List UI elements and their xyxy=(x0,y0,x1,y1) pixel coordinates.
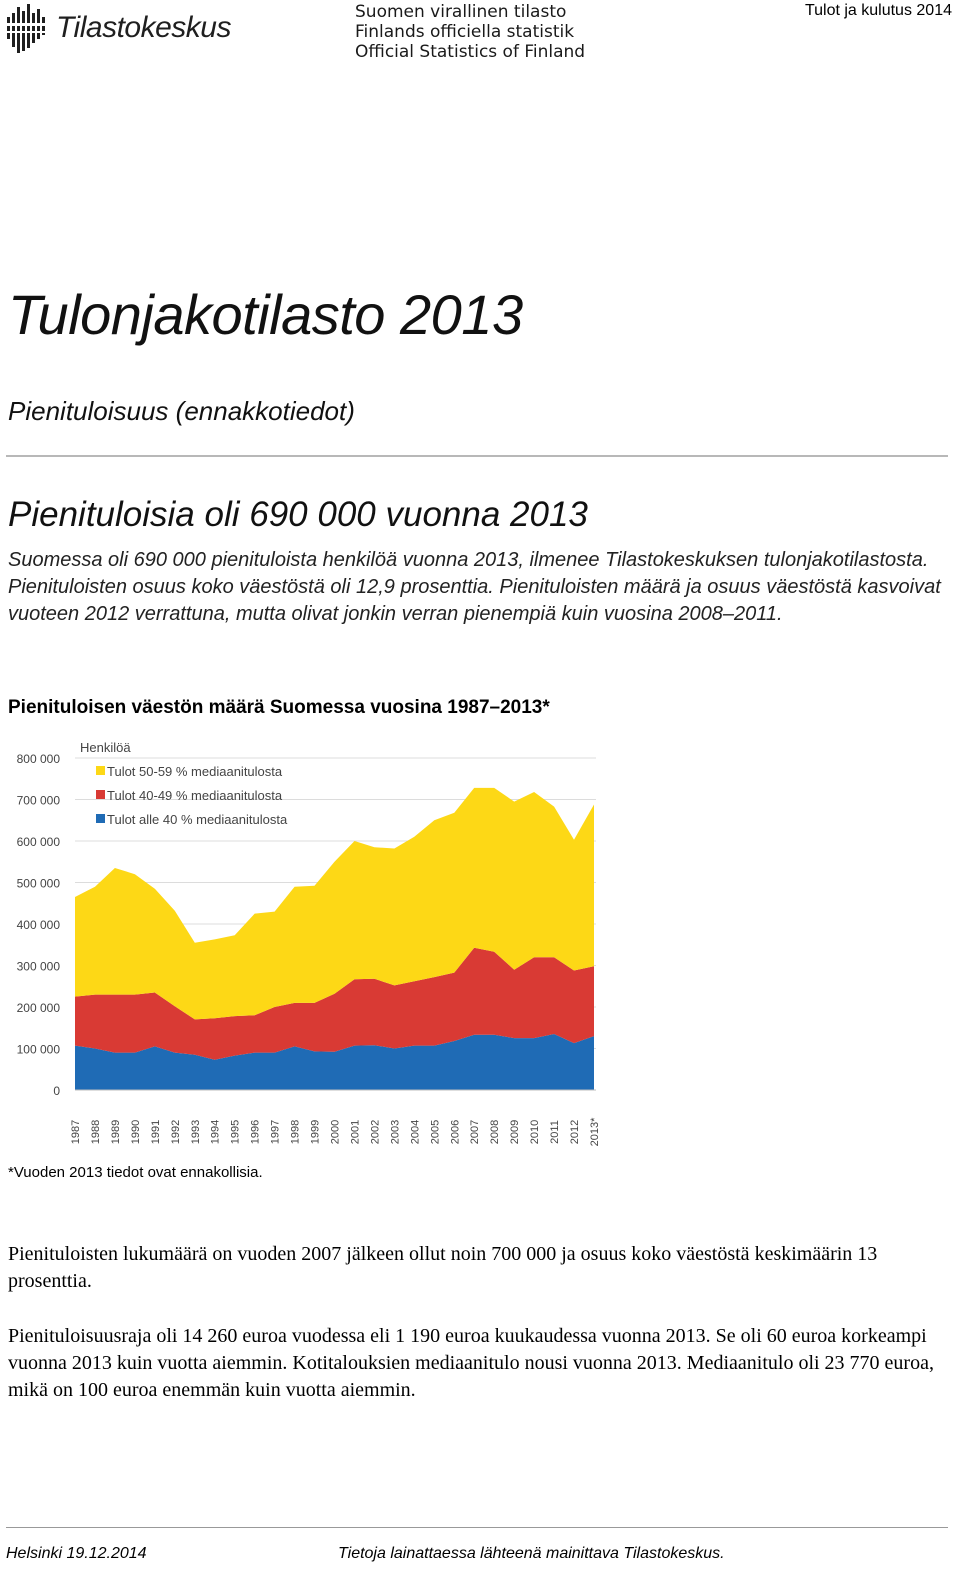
y-tick-label: 0 xyxy=(53,1084,60,1098)
x-tick-label: 1994 xyxy=(209,1119,222,1145)
body-paragraph-1: Pienituloisten lukumäärä on vuoden 2007 jälkeen ollut noin 700 000 ja osuus koko väestöstä keskimäärin 13 prosenttia. xyxy=(8,1243,878,1292)
x-tick-label: 2002 xyxy=(369,1119,382,1145)
chart-svg xyxy=(0,730,620,1150)
headline: Pienituloisia oli 690 000 vuonna 2013 xyxy=(8,495,588,534)
y-tick-label: 700 000 xyxy=(16,793,60,808)
footer-place-date: Helsinki 19.12.2014 xyxy=(6,1545,147,1562)
chart-footnote: *Vuoden 2013 tiedot ovat ennakollisia. xyxy=(8,1164,263,1181)
y-tick-label: 600 000 xyxy=(16,835,60,849)
page-title: Tulonjakotilasto 2013 xyxy=(8,283,523,346)
x-tick-label: 2006 xyxy=(449,1119,462,1145)
x-tick-label: 2012 xyxy=(569,1119,582,1145)
stacked-area-chart xyxy=(0,730,620,1150)
official-line-sv: Finlands officiella statistik xyxy=(355,22,575,42)
x-tick-label: 1993 xyxy=(189,1119,202,1145)
y-tick-label: 200 000 xyxy=(16,1001,60,1015)
tilastokeskus-logo xyxy=(6,3,246,55)
x-tick-label: 2011 xyxy=(549,1120,562,1144)
body-paragraph-2: Pienituloisuusraja oli 14 260 euroa vuodessa eli 1 190 euroa kuukaudessa vuonna 2013. Se oli 60 euroa korkeampi vuonna 2013 kuin vuotta aiemmin. Kotitalouksien mediaanitulo nousi vuonna 2013. Mediaanitulo oli 23 770 euroa, mikä on 100 euroa enemmän kuin vuotta aiemmin. xyxy=(8,1325,934,1401)
x-tick-label: 1996 xyxy=(249,1119,262,1145)
x-tick-label: 1987 xyxy=(70,1119,82,1145)
legend-label: Tulot 50-59 % mediaanitulosta xyxy=(107,764,283,779)
footer-citation: Tietoja lainattaessa lähteenä mainittava Tilastokeskus. xyxy=(338,1545,725,1562)
x-tick-label: 1998 xyxy=(289,1119,302,1145)
legend-label: Tulot 40-49 % mediaanitulosta xyxy=(107,788,283,803)
x-tick-label: 2004 xyxy=(409,1119,422,1145)
x-tick-label: 2010 xyxy=(529,1119,542,1145)
lead-paragraph: Suomessa oli 690 000 pienituloista henkilöä vuonna 2013, ilmenee Tilastokeskuksen tulonjakotilastosta. Pienituloisten osuus koko väestöstä oli 12,9 prosenttia. Pienituloisten määrä ja osuus väestöstä kasvoivat vuoteen 2012 verrattuna, mutta olivat jonkin verran pienempiä kuin vuosina 2008–2011. xyxy=(8,549,941,625)
x-tick-label: 1989 xyxy=(109,1119,122,1145)
x-tick-label: 2007 xyxy=(469,1119,482,1145)
legend-label: Tulot alle 40 % mediaanitulosta xyxy=(107,812,288,827)
footer-divider xyxy=(6,1527,948,1528)
y-tick-label: 800 000 xyxy=(16,752,60,766)
x-tick-label: 2009 xyxy=(509,1119,522,1145)
chart-title: Pienituloisen väestön määrä Suomessa vuosina 1987–2013* xyxy=(8,697,550,718)
legend-swatch xyxy=(96,814,105,823)
logo-bars-icon xyxy=(6,3,50,55)
y-tick-label: 300 000 xyxy=(16,959,60,974)
x-tick-label: 2008 xyxy=(489,1119,502,1145)
x-tick-label: 1995 xyxy=(229,1119,242,1145)
x-tick-label: 1999 xyxy=(309,1119,322,1145)
x-tick-label: 1990 xyxy=(129,1119,142,1145)
x-tick-label: 1991 xyxy=(149,1119,162,1145)
logo-text: Tilastokeskus xyxy=(56,11,231,44)
y-tick-label: 400 000 xyxy=(16,918,60,932)
official-line-en: Official Statistics of Finland xyxy=(355,42,586,62)
divider xyxy=(6,455,948,457)
publication-label: Tulot ja kulutus 2014 xyxy=(804,2,952,19)
legend-swatch xyxy=(96,766,105,775)
x-tick-label: 2005 xyxy=(429,1119,442,1145)
y-tick-label: 500 000 xyxy=(16,876,60,891)
x-tick-label: 2003 xyxy=(389,1119,402,1145)
y-axis-label: Henkilöä xyxy=(80,740,131,755)
x-tick-label: 1992 xyxy=(169,1119,182,1145)
x-tick-label: 1988 xyxy=(89,1119,102,1145)
x-tick-label: 1997 xyxy=(269,1119,282,1145)
legend-swatch xyxy=(96,790,105,799)
page-subtitle: Pienituloisuus (ennakkotiedot) xyxy=(8,396,355,426)
official-line-fi: Suomen virallinen tilasto xyxy=(355,2,567,22)
official-statistics-block xyxy=(355,2,585,62)
y-tick-label: 100 000 xyxy=(16,1042,60,1057)
x-tick-label: 2013* xyxy=(589,1117,601,1147)
x-tick-label: 2000 xyxy=(329,1119,342,1145)
x-tick-label: 2001 xyxy=(349,1119,362,1145)
